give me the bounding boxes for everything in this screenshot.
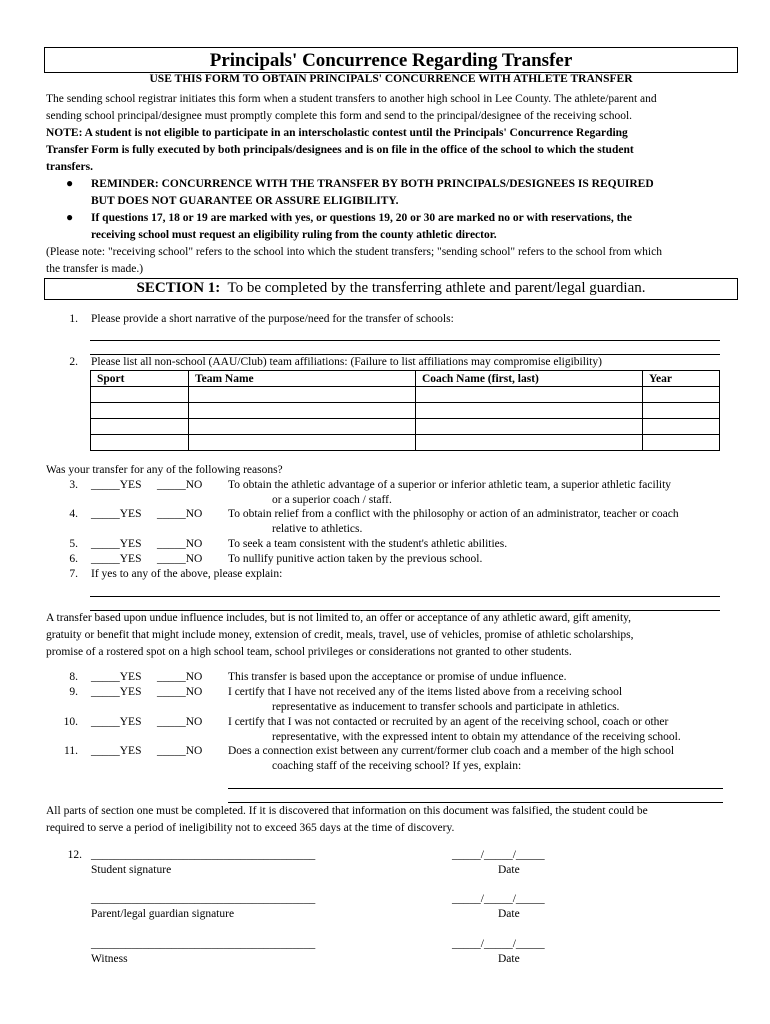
q11-yes-blank[interactable]: _____YES bbox=[91, 745, 142, 757]
q7-text: If yes to any of the above, please explain: bbox=[91, 568, 283, 580]
q4-yes-blank[interactable]: _____YES bbox=[91, 508, 142, 520]
header-team-name: Team Name bbox=[189, 371, 416, 387]
title-box bbox=[44, 47, 738, 73]
note-line: transfers. bbox=[46, 161, 93, 173]
header-year: Year bbox=[643, 371, 720, 387]
q9-yes-blank[interactable]: _____YES bbox=[91, 686, 142, 698]
q3-text-cont: or a superior coach / staff. bbox=[272, 494, 392, 506]
q10-text-cont: representative, with the expressed intent to obtain my attendance of the receiving school. bbox=[272, 731, 681, 743]
completion-line: All parts of section one must be completed. If it is discovered that information on this document was falsified, the student could be bbox=[46, 805, 648, 817]
q4-no-blank[interactable]: _____NO bbox=[157, 508, 203, 520]
q3-yes-blank[interactable]: _____YES bbox=[91, 479, 142, 491]
q3-no-blank[interactable]: _____NO bbox=[157, 479, 203, 491]
table-cell[interactable] bbox=[91, 387, 189, 403]
parent-signature-line[interactable]: _______________________________________ bbox=[91, 893, 316, 905]
table-cell[interactable] bbox=[189, 419, 416, 435]
q6-yes-blank[interactable]: _____YES bbox=[91, 553, 142, 565]
reasons-intro: Was your transfer for any of the following reasons? bbox=[46, 464, 283, 476]
reminder-line: If questions 17, 18 or 19 are marked with yes, or questions 19, 20 or 30 are marked no or with reservations, the bbox=[91, 212, 632, 224]
header-sport: Sport bbox=[91, 371, 189, 387]
undue-influence bbox=[46, 610, 726, 661]
q7-answer-line-1[interactable] bbox=[90, 596, 720, 597]
q10-yes-blank[interactable]: _____YES bbox=[91, 716, 142, 728]
q6-no-blank[interactable]: _____NO bbox=[157, 553, 203, 565]
section1-box bbox=[44, 278, 738, 300]
undue-line: A transfer based upon undue influence includes, but is not limited to, an offer or acceptance of any athletic award, gift amenity, bbox=[46, 612, 632, 624]
undue-line: gratuity or benefit that might include money, extension of credit, meals, travel, use of vehicles, promise of athletic scholarships, bbox=[46, 629, 634, 641]
header-coach-name: Coach Name (first, last) bbox=[416, 371, 643, 387]
reminder-1 bbox=[91, 176, 770, 210]
bullet-icon: ● bbox=[66, 176, 74, 190]
q11-text: Does a connection exist between any current/former club coach and a member of the high school bbox=[228, 745, 675, 757]
section1-text: To be completed by the transferring athlete and parent/legal guardian. bbox=[227, 280, 646, 296]
please-note-line: (Please note: "receiving school" refers to the school into which the student transfers; "sending school" refers to the school from which bbox=[46, 246, 662, 258]
reminder-line: REMINDER: CONCURRENCE WITH THE TRANSFER BY BOTH PRINCIPALS/DESIGNEES IS REQUIRED bbox=[91, 178, 654, 190]
table-cell[interactable] bbox=[189, 435, 416, 451]
q1-number: 1. bbox=[69, 313, 78, 325]
table-row bbox=[91, 419, 720, 435]
section1-title bbox=[45, 280, 737, 297]
q5-no-blank[interactable]: _____NO bbox=[157, 538, 203, 550]
q10-no-blank[interactable]: _____NO bbox=[157, 716, 203, 728]
student-signature-line[interactable]: _______________________________________ bbox=[91, 849, 316, 861]
witness-date-line[interactable]: _____/_____/_____ bbox=[452, 938, 545, 950]
intro-line: sending school principal/designee must promptly complete this form and send to the principal/designee of the receiving school. bbox=[46, 110, 633, 122]
q1-answer-line-2[interactable] bbox=[90, 354, 720, 355]
table-cell[interactable] bbox=[91, 403, 189, 419]
q4-text-cont: relative to athletics. bbox=[272, 523, 363, 535]
table-cell[interactable] bbox=[416, 387, 643, 403]
q5-text: To seek a team consistent with the student's athletic abilities. bbox=[228, 538, 508, 550]
note-line: NOTE: A student is not eligible to participate in an interscholastic contest until the Principals' Concurrence Regarding bbox=[46, 127, 628, 139]
completion-note bbox=[46, 803, 726, 837]
parent-signature-label: Parent/legal guardian signature bbox=[91, 908, 235, 920]
table-row bbox=[91, 387, 720, 403]
q12-number: 12. bbox=[67, 849, 82, 861]
section1-label: SECTION 1: bbox=[136, 280, 221, 296]
reminder-line: receiving school must request an eligibility ruling from the county athletic director. bbox=[91, 229, 497, 241]
q2-text: Please list all non-school (AAU/Club) team affiliations: (Failure to list affiliations may compromise eligibility) bbox=[91, 356, 602, 368]
witness-signature-label: Witness bbox=[91, 953, 128, 965]
q3-text: To obtain the athletic advantage of a superior or inferior athletic team, a superior athletic facility bbox=[228, 479, 672, 491]
page-title: Principals' Concurrence Regarding Transfer bbox=[209, 50, 573, 71]
q9-text-cont: representative as inducement to transfer schools and participate in athletics. bbox=[272, 701, 620, 713]
q3-number: 3. bbox=[69, 479, 78, 491]
student-date-label: Date bbox=[498, 864, 520, 876]
q10-number: 10. bbox=[63, 716, 78, 728]
table-cell[interactable] bbox=[643, 387, 720, 403]
undue-line: promise of a rostered spot on a high school team, school privileges or considerations not granted to other students. bbox=[46, 646, 572, 658]
reminder-line: BUT DOES NOT GUARANTEE OR ASSURE ELIGIBILITY. bbox=[91, 195, 399, 207]
subtitle: USE THIS FORM TO OBTAIN PRINCIPALS' CONCURRENCE WITH ATHLETE TRANSFER bbox=[149, 73, 633, 85]
table-row bbox=[91, 435, 720, 451]
please-note-line: the transfer is made.) bbox=[46, 263, 144, 275]
student-date-line[interactable]: _____/_____/_____ bbox=[452, 849, 545, 861]
q8-no-blank[interactable]: _____NO bbox=[157, 671, 203, 683]
q11-text-cont: coaching staff of the receiving school? If yes, explain: bbox=[272, 760, 522, 772]
witness-date-label: Date bbox=[498, 953, 520, 965]
q1-text: Please provide a short narrative of the purpose/need for the transfer of schools: bbox=[91, 313, 454, 325]
q4-text: To obtain relief from a conflict with the philosophy or action of an administrator, teacher or coach bbox=[228, 508, 679, 520]
intro-line: The sending school registrar initiates this form when a student transfers to another high school in Lee County. The athlete/parent and bbox=[46, 93, 657, 105]
bullet-icon: ● bbox=[66, 210, 74, 224]
q11-answer-line-1[interactable] bbox=[228, 788, 723, 789]
q5-number: 5. bbox=[69, 538, 78, 550]
q9-number: 9. bbox=[69, 686, 78, 698]
q10-text: I certify that I was not contacted or recruited by an agent of the receiving school, coach or other bbox=[228, 716, 669, 728]
q7-number: 7. bbox=[69, 568, 78, 580]
table-cell[interactable] bbox=[416, 435, 643, 451]
table-cell[interactable] bbox=[643, 403, 720, 419]
table-cell[interactable] bbox=[643, 435, 720, 451]
table-cell[interactable] bbox=[416, 419, 643, 435]
table-header-row bbox=[91, 371, 720, 387]
table-cell[interactable] bbox=[643, 419, 720, 435]
parent-date-label: Date bbox=[498, 908, 520, 920]
q9-text: I certify that I have not received any of the items listed above from a receiving school bbox=[228, 686, 623, 698]
q6-number: 6. bbox=[69, 553, 78, 565]
affiliations-table bbox=[90, 370, 720, 451]
table-cell[interactable] bbox=[416, 403, 643, 419]
q1-answer-line-1[interactable] bbox=[90, 340, 720, 341]
q5-yes-blank[interactable]: _____YES bbox=[91, 538, 142, 550]
table-cell[interactable] bbox=[91, 435, 189, 451]
table-row bbox=[91, 403, 720, 419]
q11-number: 11. bbox=[64, 745, 78, 757]
q8-number: 8. bbox=[69, 671, 78, 683]
table-cell[interactable] bbox=[91, 419, 189, 435]
please-note bbox=[46, 244, 726, 278]
q4-number: 4. bbox=[69, 508, 78, 520]
q8-yes-blank[interactable]: _____YES bbox=[91, 671, 142, 683]
parent-date-line[interactable]: _____/_____/_____ bbox=[452, 893, 545, 905]
note bbox=[46, 125, 726, 176]
note-line: Transfer Form is fully executed by both principals/designees and is on file in the office of the school to which the student bbox=[46, 144, 634, 156]
intro bbox=[46, 91, 726, 125]
reminder-2 bbox=[91, 210, 770, 244]
q11-no-blank[interactable]: _____NO bbox=[157, 745, 203, 757]
q2-number: 2. bbox=[69, 356, 78, 368]
student-signature-label: Student signature bbox=[91, 864, 172, 876]
witness-signature-line[interactable]: _______________________________________ bbox=[91, 938, 316, 950]
q8-text: This transfer is based upon the acceptance or promise of undue influence. bbox=[228, 671, 567, 683]
table-cell[interactable] bbox=[189, 403, 416, 419]
q9-no-blank[interactable]: _____NO bbox=[157, 686, 203, 698]
completion-line: required to serve a period of ineligibility not to exceed 365 days at the time of discovery. bbox=[46, 822, 455, 834]
table-cell[interactable] bbox=[189, 387, 416, 403]
q6-text: To nullify punitive action taken by the previous school. bbox=[228, 553, 483, 565]
